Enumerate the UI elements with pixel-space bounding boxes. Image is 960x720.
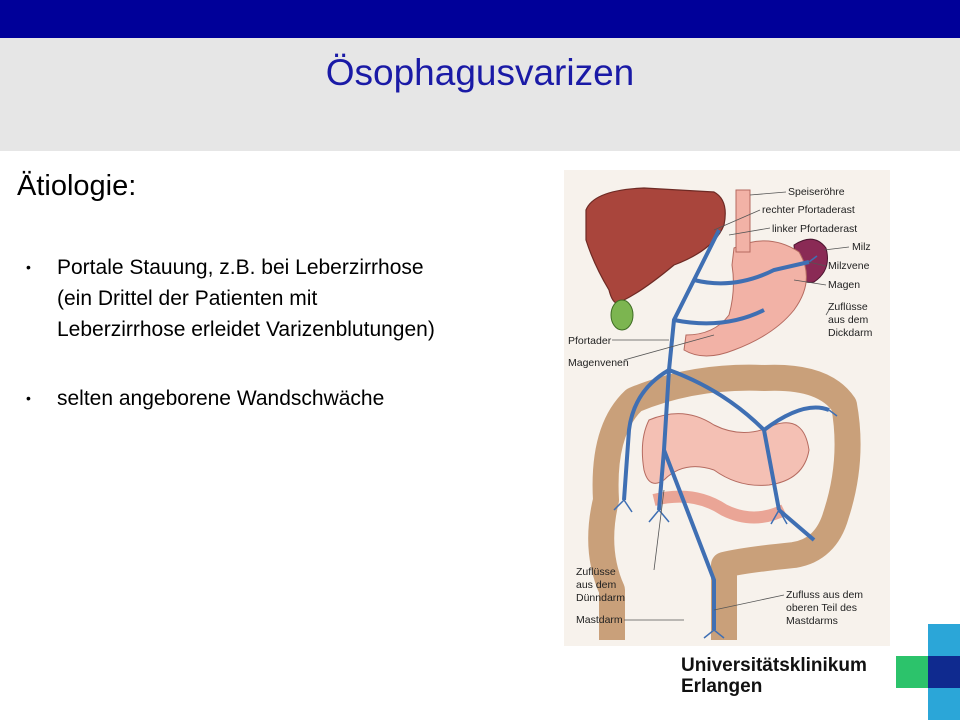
label-speiseroehre: Speiseröhre — [788, 186, 845, 198]
portal-vein-illustration — [564, 170, 890, 646]
top-bar — [0, 0, 960, 38]
anatomy-drawing — [564, 170, 890, 646]
bullet-dot-icon: • — [26, 390, 31, 406]
label-magenvenen: Magenvenen — [568, 357, 629, 369]
label-zufluss-mastdarm: Zufluss aus dem — [786, 589, 864, 601]
bullet-line: Leberzirrhose erleidet Varizenblutungen) — [57, 318, 435, 341]
logo-square-blue — [928, 656, 960, 688]
label-zufluesse-duenndarm: Zuflüsse — [576, 566, 616, 578]
label-zufluss-mastdarm: oberen Teil des — [786, 602, 858, 614]
section-heading: Ätiologie: — [17, 170, 137, 202]
label-milz: Milz — [852, 241, 871, 253]
logo-line: Universitätsklinikum — [681, 655, 867, 676]
logo-square-light — [928, 688, 960, 720]
label-zufluesse-dickdarm: aus dem — [828, 314, 869, 326]
label-magen: Magen — [828, 279, 861, 291]
logo-square-green — [896, 656, 928, 688]
liver-shape — [586, 188, 725, 303]
label-zufluesse-dickdarm: Dickdarm — [828, 327, 873, 339]
bullet-item — [22, 252, 552, 345]
bullet-line: (ein Drittel der Patienten mit — [57, 287, 318, 310]
intestine-loop-shape — [654, 497, 784, 518]
bullet-dot-icon: • — [26, 259, 31, 275]
label-linker-pfortaderast: linker Pfortaderast — [772, 223, 858, 235]
label-zufluesse-duenndarm: Dünndarm — [576, 592, 626, 604]
bullet-line: selten angeborene Wandschwäche — [57, 387, 385, 410]
logo-square-light — [928, 624, 960, 656]
label-milzvene: Milzvene — [828, 260, 870, 272]
stomach-shape — [684, 241, 806, 356]
gallbladder-shape — [611, 300, 633, 330]
label-pfortader: Pfortader — [568, 335, 612, 347]
slide-title: Ösophagusvarizen — [325, 52, 635, 93]
label-zufluesse-duenndarm: aus dem — [576, 579, 617, 591]
bullet-list — [22, 252, 552, 414]
label-rechter-pfortaderast: rechter Pfortaderast — [762, 204, 855, 216]
esophagus-shape — [736, 190, 750, 252]
label-zufluss-mastdarm: Mastdarms — [786, 615, 838, 627]
logo-line: Erlangen — [681, 676, 763, 697]
label-mastdarm: Mastdarm — [576, 614, 623, 626]
bullet-item — [22, 383, 552, 414]
university-logo-text — [681, 655, 867, 697]
label-zufluesse-dickdarm: Zuflüsse — [828, 301, 868, 313]
bullet-line: Portale Stauung, z.B. bei Leberzirrhose — [57, 256, 424, 279]
